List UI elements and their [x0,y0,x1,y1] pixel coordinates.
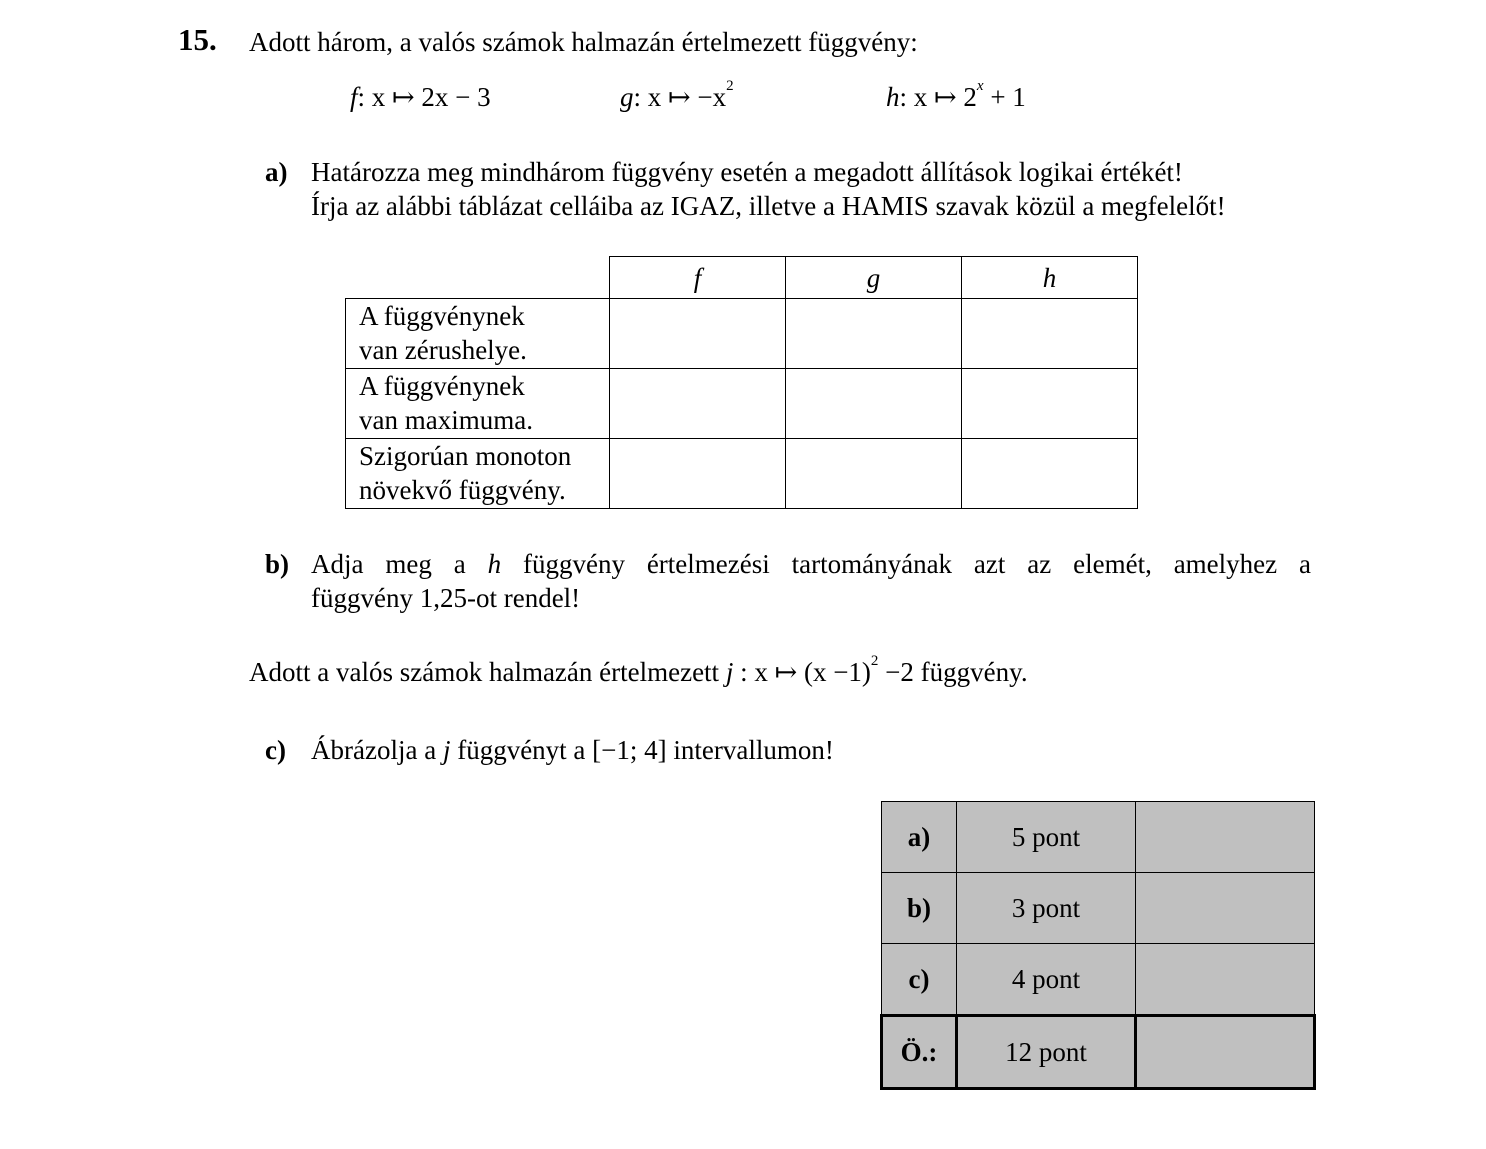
part-b-label: b) [265,549,290,579]
function-g-name: g [620,82,634,112]
answer-cell-f-zero[interactable] [610,299,786,369]
score-table [880,801,1316,1090]
score-total-points: 12 pont [957,1016,1136,1089]
row-label-line2: van zérushelye. [359,335,527,365]
column-header-g: g [786,257,962,299]
problem-number: 15. [178,22,217,57]
part-a-line1: Határozza meg mindhárom függvény esetén a megadott állítások logikai értékét! [311,157,1183,187]
part-a-label: a) [265,157,288,187]
row-label-monotone [346,439,610,509]
score-row-label: b) [882,873,957,944]
function-f-name: f [350,82,358,112]
part-a-line2: Írja az alábbi táblázat celláiba az IGAZ, illetve a HAMIS szavak közül a megfelelőt! [311,191,1226,221]
j-definition-post: függvény. [913,657,1028,687]
part-c-var: j [442,735,451,765]
row-label-line1: Szigorúan monoton [359,441,572,471]
j-definition-expr: : x ↦ (x −1) [733,657,871,687]
score-row [882,873,1315,944]
function-h-expr: x ↦ 2 [913,82,977,112]
j-definition-exponent: 2 [870,653,879,669]
function-h [886,78,1026,113]
column-header-f: f [610,257,786,299]
problem-intro: Adott három, a valós számok halmazán értelmezett függvény: [249,27,918,57]
logic-table-header [346,257,1138,299]
answer-cell-f-monotone[interactable] [610,439,786,509]
row-label-maximum [346,369,610,439]
function-h-exponent: x [976,78,984,94]
row-label-line2: van maximuma. [359,405,533,435]
part-c-pre: Ábrázolja a [311,735,443,765]
score-total-row [882,1016,1315,1089]
function-g-colon: : [633,82,642,112]
function-h-colon: : [899,82,908,112]
function-f-colon: : [357,82,366,112]
j-definition [249,653,1028,688]
table-row [346,299,1138,369]
part-b-line2: függvény 1,25-ot rendel! [311,583,581,613]
j-definition-pre: Adott a valós számok halmazán értelmezett [249,657,726,687]
part-c-text [311,735,834,766]
answer-cell-h-zero[interactable] [962,299,1138,369]
answer-cell-g-monotone[interactable] [786,439,962,509]
row-label-line1: A függvénynek [359,371,525,401]
table-row [346,439,1138,509]
answer-cell-g-zero[interactable] [786,299,962,369]
score-total-entry-cell[interactable] [1136,1016,1315,1089]
score-total-label: Ö.: [882,1016,957,1089]
score-entry-cell[interactable] [1136,873,1315,944]
row-label-zero [346,299,610,369]
part-b-line1-pre: Adja meg a [311,549,488,579]
part-b-line1-post: függvény értelmezési tartományának azt az elemét, amelyhez a [501,549,1312,579]
score-row [882,802,1315,873]
part-c-post: függvényt a [−1; 4] intervallumon! [450,735,834,765]
part-c-label: c) [265,735,286,765]
part-b-line1-var: h [487,549,502,579]
answer-cell-h-monotone[interactable] [962,439,1138,509]
score-row-points: 3 pont [957,873,1136,944]
function-f-expr: x ↦ 2x − 3 [371,82,491,112]
score-row-label: c) [882,944,957,1016]
function-g [620,78,734,113]
score-entry-cell[interactable] [1136,802,1315,873]
score-row-points: 4 pont [957,944,1136,1016]
row-label-line1: A függvénynek [359,301,525,331]
function-g-exponent: 2 [726,78,734,94]
j-definition-expr-tail: −2 [878,657,914,687]
function-f [350,82,491,113]
answer-cell-f-maximum[interactable] [610,369,786,439]
logic-table [345,256,1138,509]
score-row-points: 5 pont [957,802,1136,873]
column-header-h: h [962,257,1138,299]
row-label-line2: növekvő függvény. [359,475,566,505]
answer-cell-g-maximum[interactable] [786,369,962,439]
score-row [882,944,1315,1016]
part-b-line1 [311,549,1311,580]
j-definition-name: j [725,657,734,687]
function-h-expr-tail: + 1 [983,82,1026,112]
answer-cell-h-maximum[interactable] [962,369,1138,439]
score-row-label: a) [882,802,957,873]
table-corner [346,257,610,299]
function-h-name: h [886,82,900,112]
score-entry-cell[interactable] [1136,944,1315,1016]
function-g-expr: x ↦ −x [647,82,727,112]
table-row [346,369,1138,439]
